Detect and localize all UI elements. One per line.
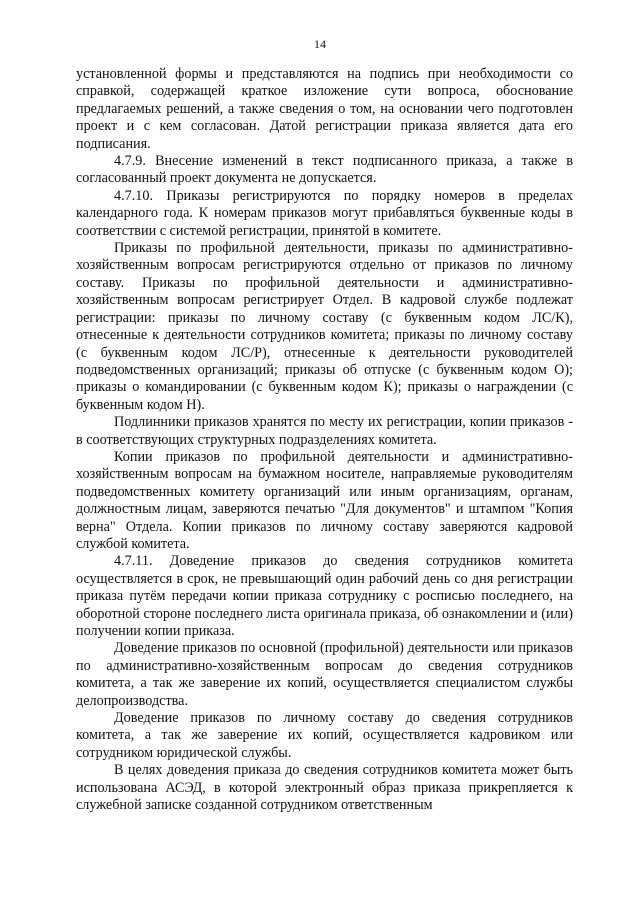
paragraph-personnel-orders-notice: Доведение приказов по личному составу до сведения сотрудников комитета, а так же заверение их копий, осуществляется кадровиком или сотрудником юридической службы. — [76, 710, 573, 761]
document-body — [76, 66, 573, 814]
paragraph-copies-certification: Копии приказов по профильной деятельности и административно-хозяйственным вопросам на бумажном носителе, направляемые руководителям подведомственных комитету организаций или иным организациям, органам, должностным лицам, заверяются печатью "Для документов" и штампом "Копия верна" Отдела. Копии приказов по личному составу заверяются кадровой службой комитета. — [76, 448, 573, 552]
paragraph-registration-rules: Приказы по профильной деятельности, приказы по административно-хозяйственным вопросам регистрируются отдельно от приказов по личному составу. Приказы по профильной деятельности и административно-хозяйственным вопросам регистрирует Отдел. В кадровой службе подлежат регистрации: приказы по личному составу (с буквенным кодом ЛС/К), отнесенные к деятельности сотрудников комитета; приказы по личному составу (с буквенным кодом ЛС/Р), отнесенные к деятельности руководителей подведомственных организаций; приказы об отпуске (с буквенным кодом О); приказы о командировании (с буквенным кодом К); приказы о награждении (с буквенным кодом Н). — [76, 240, 573, 413]
paragraph-4-7-10: 4.7.10. Приказы регистрируются по порядку номеров в пределах календарного года. К номерам приказов могут прибавляться буквенные коды в соответствии с системой регистрации, принятой в комитете. — [76, 187, 573, 239]
paragraph-profile-orders-notice: Доведение приказов по основной (профильной) деятельности или приказов по административно-хозяйственным вопросам до сведения сотрудников комитета, а так же заверение их копий, осуществляется специалистом службы делопроизводства. — [76, 640, 573, 709]
paragraph-originals-storage: Подлинники приказов хранятся по месту их регистрации, копии приказов - в соответствующих структурных подразделениях комитета. — [76, 414, 573, 448]
paragraph-continuation: установленной формы и представляются на подпись при необходимости со справкой, содержащей краткое изложение сути вопроса, обоснование предлагаемых решений, а также сведения о том, на основании чего подготовлен проект и с кем согласован. Датой регистрации приказа является дата его подписания. — [76, 66, 573, 152]
paragraph-4-7-9: 4.7.9. Внесение изменений в текст подписанного приказа, а также в согласованный проект документа не допускается. — [76, 153, 573, 187]
page-number: 14 — [314, 37, 326, 51]
paragraph-ased-usage: В целях доведения приказа до сведения сотрудников комитета может быть использована АСЭД, в которой электронный образ приказа прикрепляется к служебной записке созданной сотрудником ответственным — [76, 762, 573, 814]
paragraph-4-7-11: 4.7.11. Доведение приказов до сведения сотрудников комитета осуществляется в срок, не превышающий один рабочий день со дня регистрации приказа путём передачи копии приказа сотруднику с росписью последнего, на оборотной стороне последнего листа оригинала приказа, об ознакомлении и (или) получении копии приказа. — [76, 553, 573, 639]
